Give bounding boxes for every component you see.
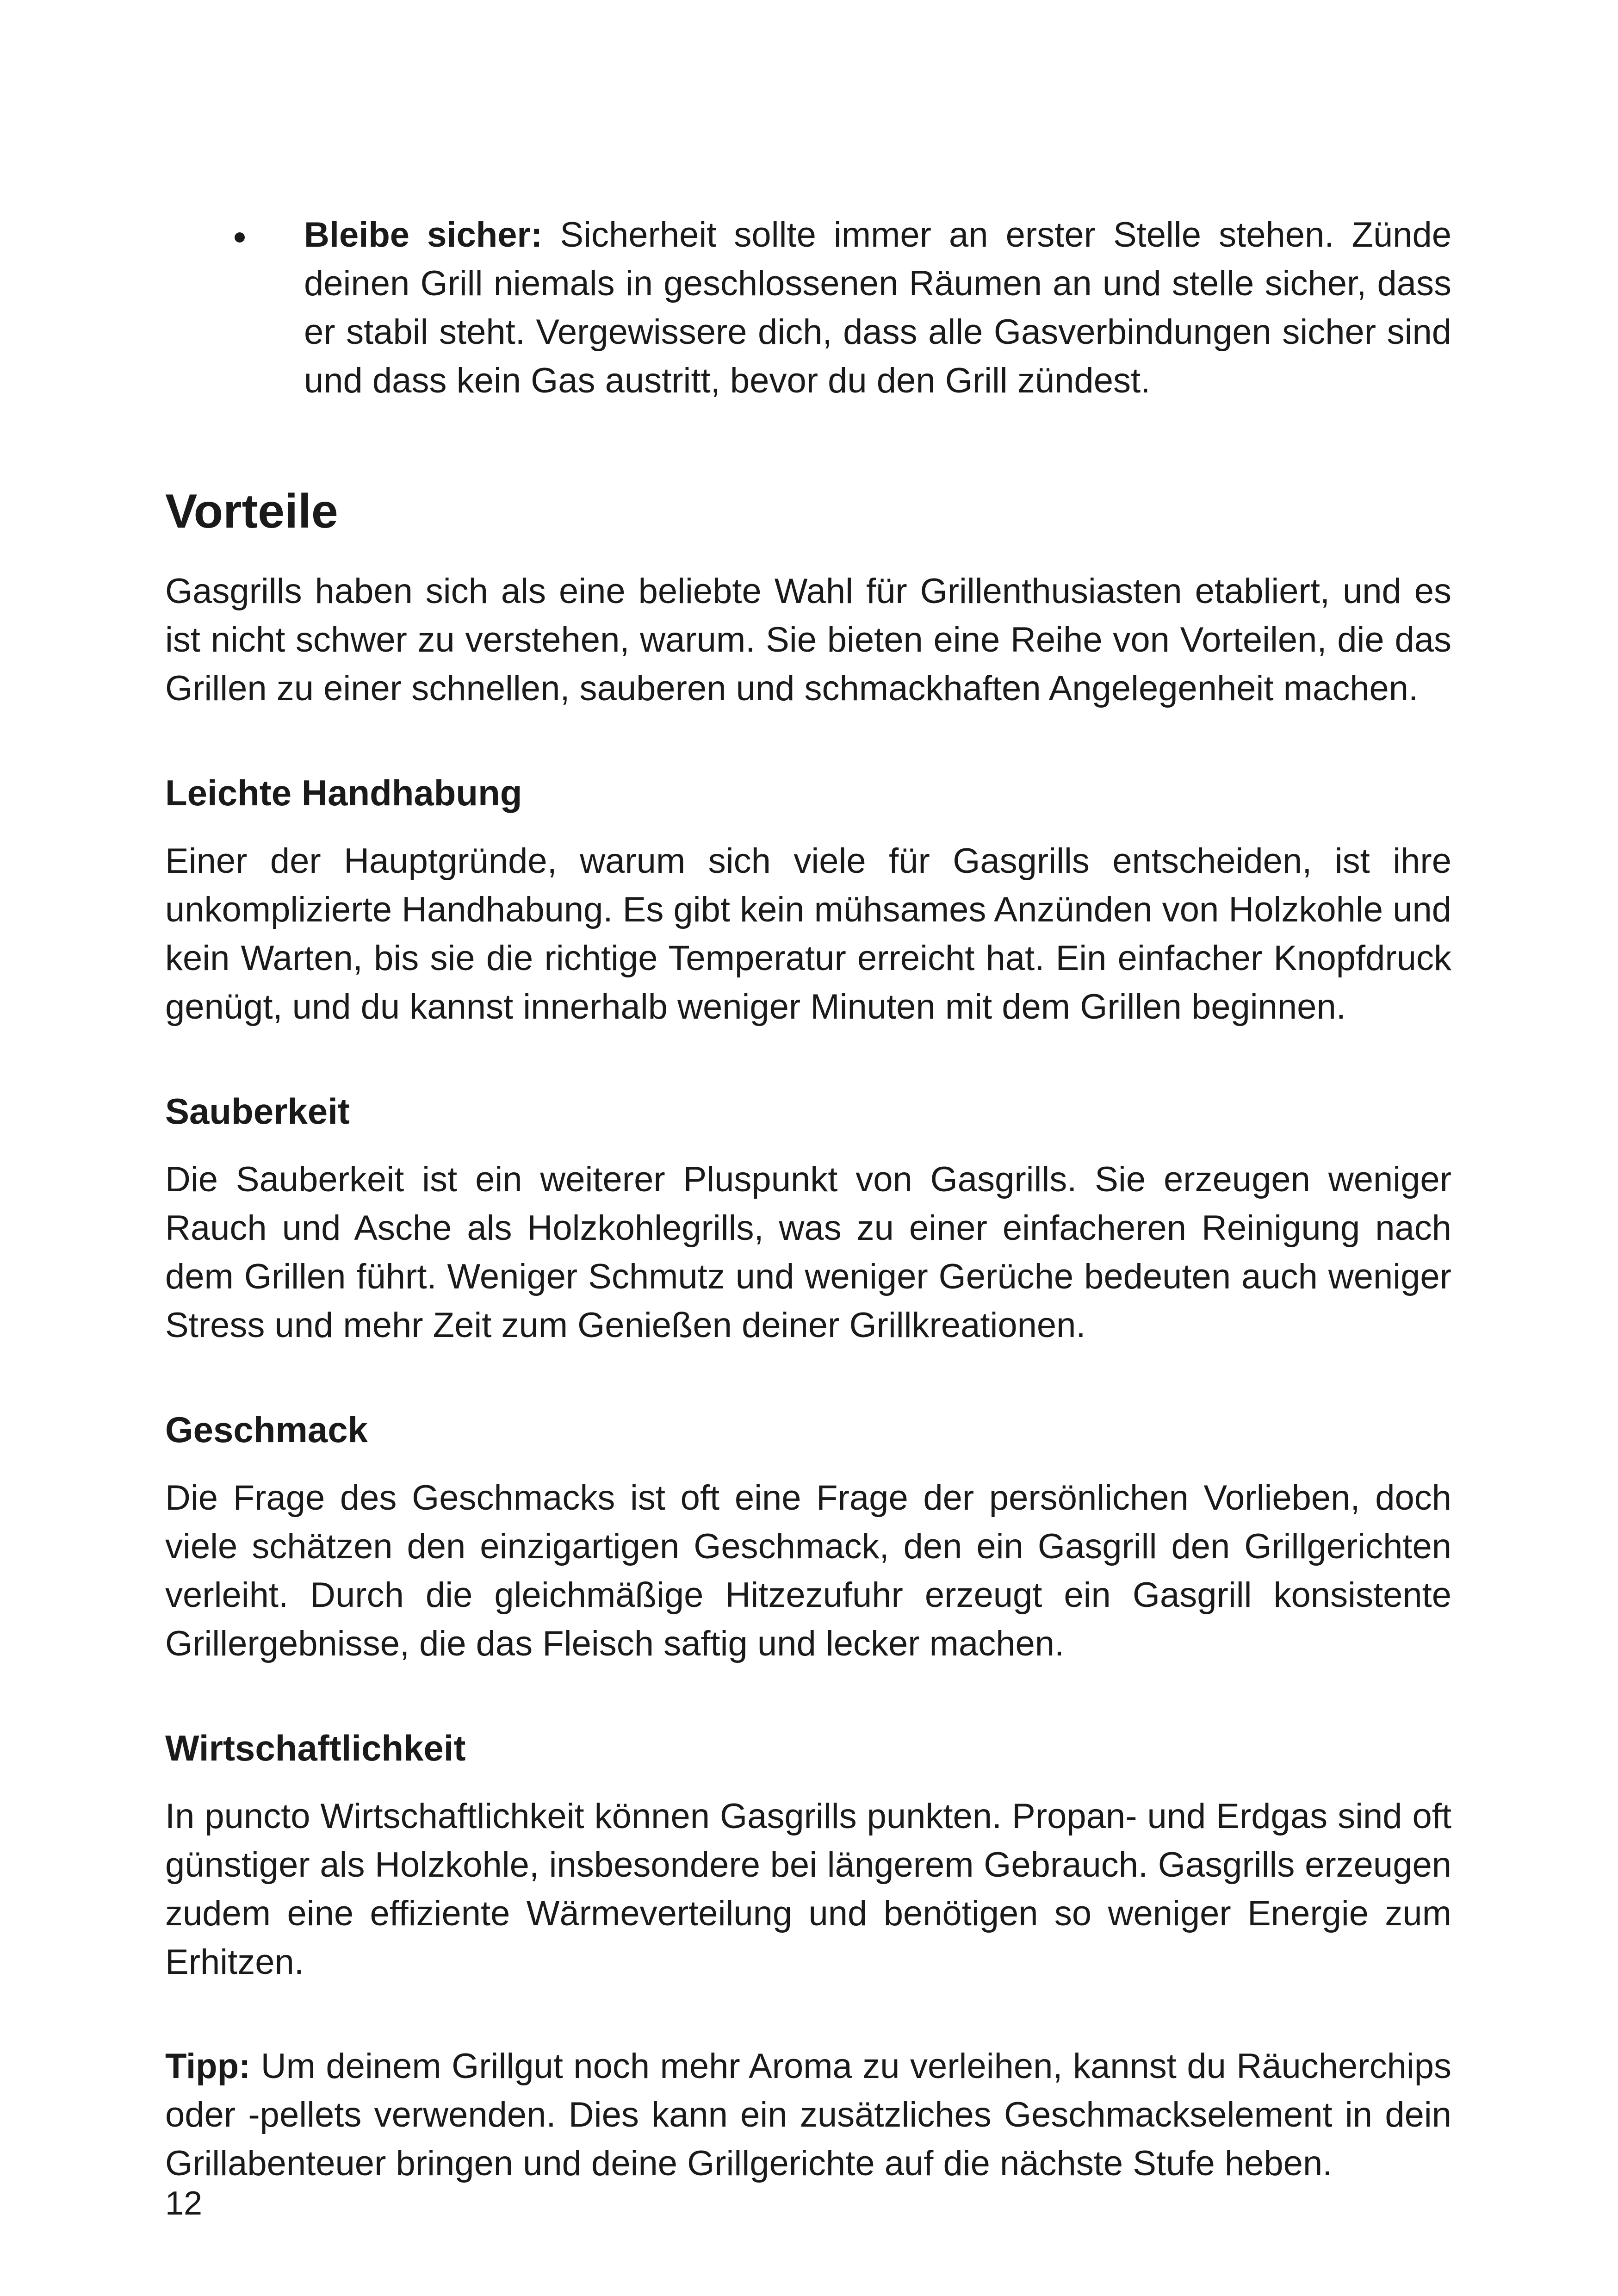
bullet-label: Bleibe sicher: [304,215,543,255]
page-number: 12 [165,2185,203,2222]
tip-label: Tipp: [165,2047,251,2086]
section-title: Vorteile [165,485,338,538]
subsection-heading-sauberkeit: Sauberkeit [165,1091,350,1132]
page-content [165,211,1451,2188]
tip-text: Um deinem Grillgut noch mehr Aroma zu verleihen, kannst du Räucherchips oder -pellets verwenden. Dies kann ein zusätzliches Geschmackselement in dein Grillabenteuer bringen und deine Grillgerichte auf die nächste Stufe heben. [165,2047,1451,2183]
subsection-heading-geschmack: Geschmack [165,1409,368,1450]
subsection-text-handhabung: Einer der Hauptgründe, warum sich viele für Gasgrills entscheiden, ist ihre unkomplizierte Handhabung. Es gibt kein mühsames Anzünden von Holzkohle und kein Warten, bis sie die richtige Temperatur erreicht hat. Ein einfacher Knopfdruck genügt, und du kannst innerhalb weniger Minuten mit dem Grillen beginnen. [165,841,1451,1027]
tip-paragraph [165,2042,1451,2188]
subsection-text-geschmack: Die Frage des Geschmacks ist oft eine Frage der persönlichen Vorlieben, doch viele schätzen den einzigartigen Geschmack, den ein Gasgrill den Grillgerichten verleiht. Durch die gleichmäßige Hitzezufuhr erzeugt ein Gasgrill konsistente Grillergebnisse, die das Fleisch saftig und lecker machen. [165,1478,1451,1663]
subsection-text-wirtschaftlichkeit: In puncto Wirtschaftlichkeit können Gasgrills punkten. Propan- und Erdgas sind oft günstiger als Holzkohle, insbesondere bei längerem Gebrauch. Gasgrills erzeugen zudem eine effiziente Wärmeverteilung und benötigen so weniger Energie zum Erhitzen. [165,1797,1451,1982]
subsection-heading-handhabung: Leichte Handhabung [165,772,522,813]
bullet-dot-icon [235,232,245,243]
subsection-heading-wirtschaftlichkeit: Wirtschaftlichkeit [165,1728,466,1768]
subsection-text-sauberkeit: Die Sauberkeit ist ein weiterer Pluspunkt von Gasgrills. Sie erzeugen weniger Rauch und Asche als Holzkohlegrills, was zu einer einfacheren Reinigung nach dem Grillen führt. Weniger Schmutz und weniger Gerüche bedeuten auch weniger Stress und mehr Zeit zum Genießen deiner Grillkreationen. [165,1160,1451,1345]
bullet-text: Sicherheit sollte immer an erster Stelle stehen. Zünde deinen Grill niemals in geschlossenen Räumen an und stelle sicher, dass er stabil steht. Vergewissere dich, dass alle Gasverbindungen sicher sind und dass kein Gas austritt, bevor du den Grill zündest. [304,215,1451,400]
section-intro: Gasgrills haben sich als eine beliebte Wahl für Grillenthusiasten etabliert, und es ist nicht schwer zu verstehen, warum. Sie bieten eine Reihe von Vorteilen, die das Grillen zu einer schnellen, sauberen und schmackhaften Angelegenheit machen. [165,572,1451,708]
bullet-item-safety [165,211,1451,405]
